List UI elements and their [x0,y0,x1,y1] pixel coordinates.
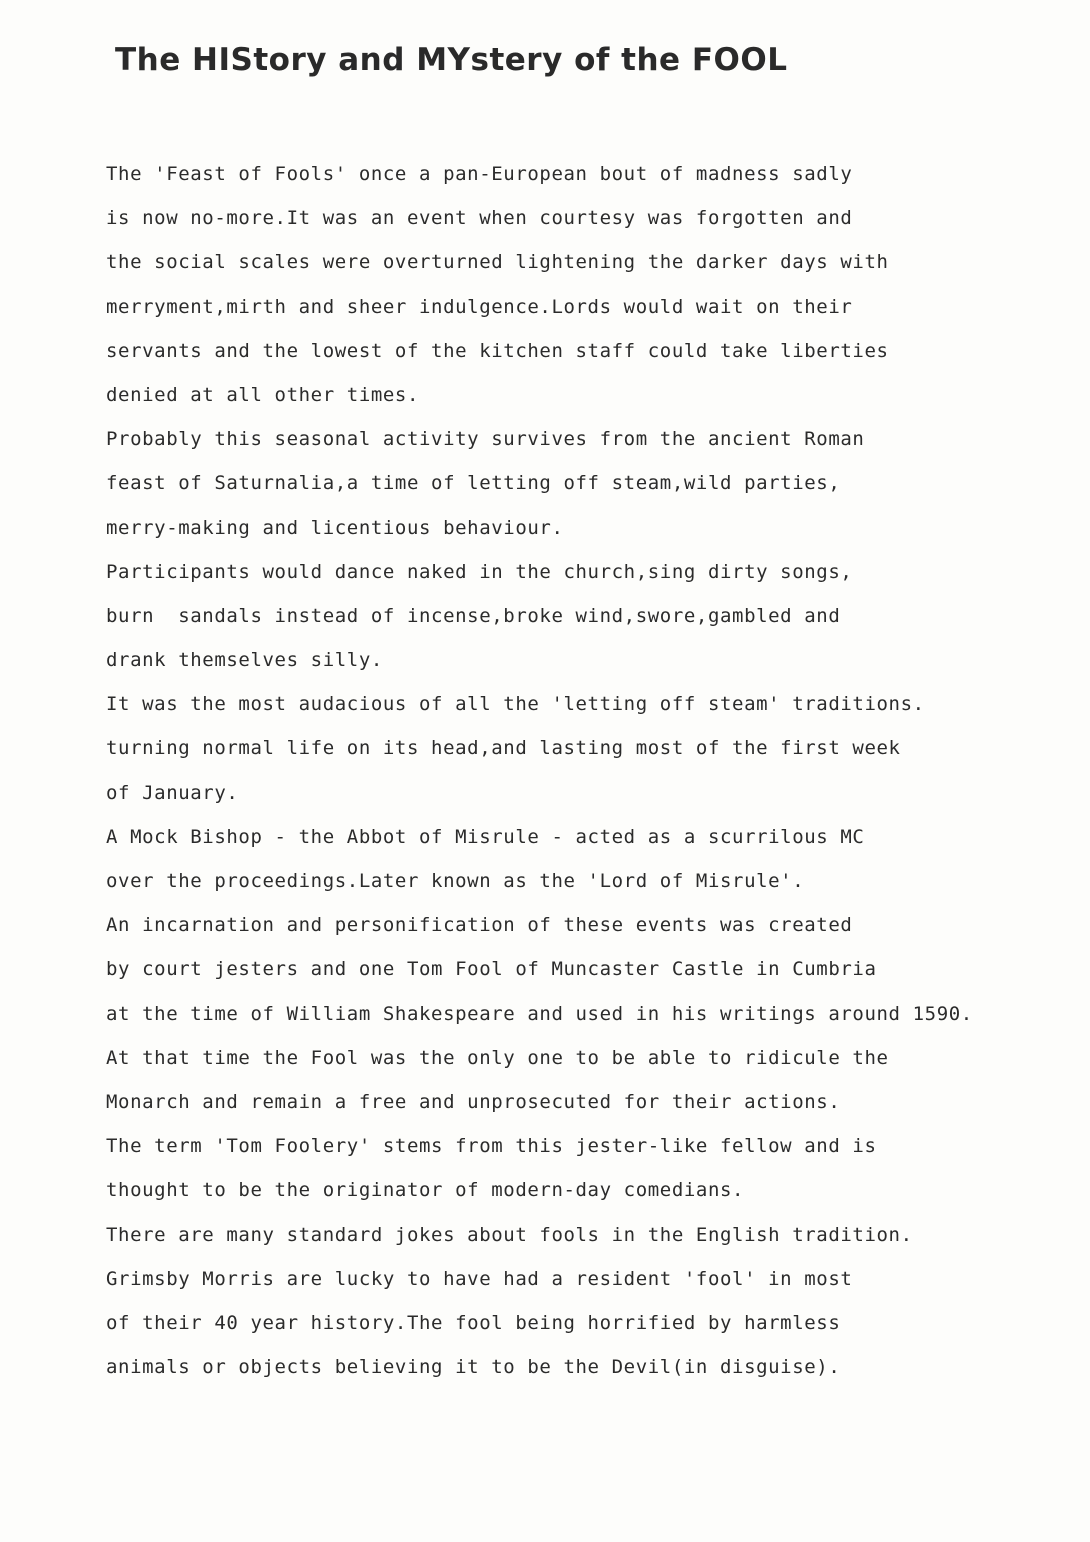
text-line: burn sandals instead of incense,broke wind,swore,gambled and [106,604,841,627]
text-line: merryment,mirth and sheer indulgence.Lords would wait on their [106,295,853,318]
text-line: An incarnation and personification of these events was created [106,914,853,937]
text-line: animals or objects believing it to be the Devil(in disguise). [106,1356,841,1379]
text-line: It was the most audacious of all the 'letting off steam' traditions. [106,693,925,716]
text-line: thought to be the originator of modern-day comedians. [106,1179,745,1202]
text-line: merry-making and licentious behaviour. [106,516,564,539]
document-title: The HIStory and MYstery of the FOOL [115,42,788,78]
text-line: servants and the lowest of the kitchen staff could take liberties [106,339,889,362]
text-line: is now no-more.It was an event when courtesy was forgotten and [106,207,853,230]
text-line: denied at all other times. [106,383,420,406]
text-line: of January. [106,781,239,804]
text-line: Monarch and remain a free and unprosecuted for their actions. [106,1090,841,1113]
text-line: over the proceedings.Later known as the 'Lord of Misrule'. [106,870,805,892]
document-body [106,152,1066,1389]
text-line: The 'Feast of Fools' once a pan-European bout of madness sadly [106,163,853,185]
text-line: the social scales were overturned lightening the darker days with [106,251,889,274]
text-line: At that time the Fool was the only one to be able to ridicule the [106,1046,889,1069]
text-line: feast of Saturnalia,a time of letting off steam,wild parties, [106,472,841,495]
text-line: A Mock Bishop - the Abbot of Misrule - acted as a scurrilous MC [106,825,865,848]
text-line: There are many standard jokes about fools in the English tradition. [106,1223,913,1246]
text-line: The term 'Tom Foolery' stems from this jester-like fellow and is [106,1135,877,1158]
text-line: turning normal life on its head,and lasting most of the first week [106,737,901,760]
text-line: drank themselves silly. [106,649,383,672]
text-line: Grimsby Morris are lucky to have had a resident 'fool' in most [106,1267,853,1290]
text-line: by court jesters and one Tom Fool of Muncaster Castle in Cumbria [106,958,877,981]
text-line: of their 40 year history.The fool being horrified by harmless [106,1311,841,1334]
text-line: Probably this seasonal activity survives from the ancient Roman [106,428,865,451]
text-line: at the time of William Shakespeare and used in his writings around 1590. [106,1002,973,1025]
text-line: Participants would dance naked in the church,sing dirty songs, [106,560,853,583]
